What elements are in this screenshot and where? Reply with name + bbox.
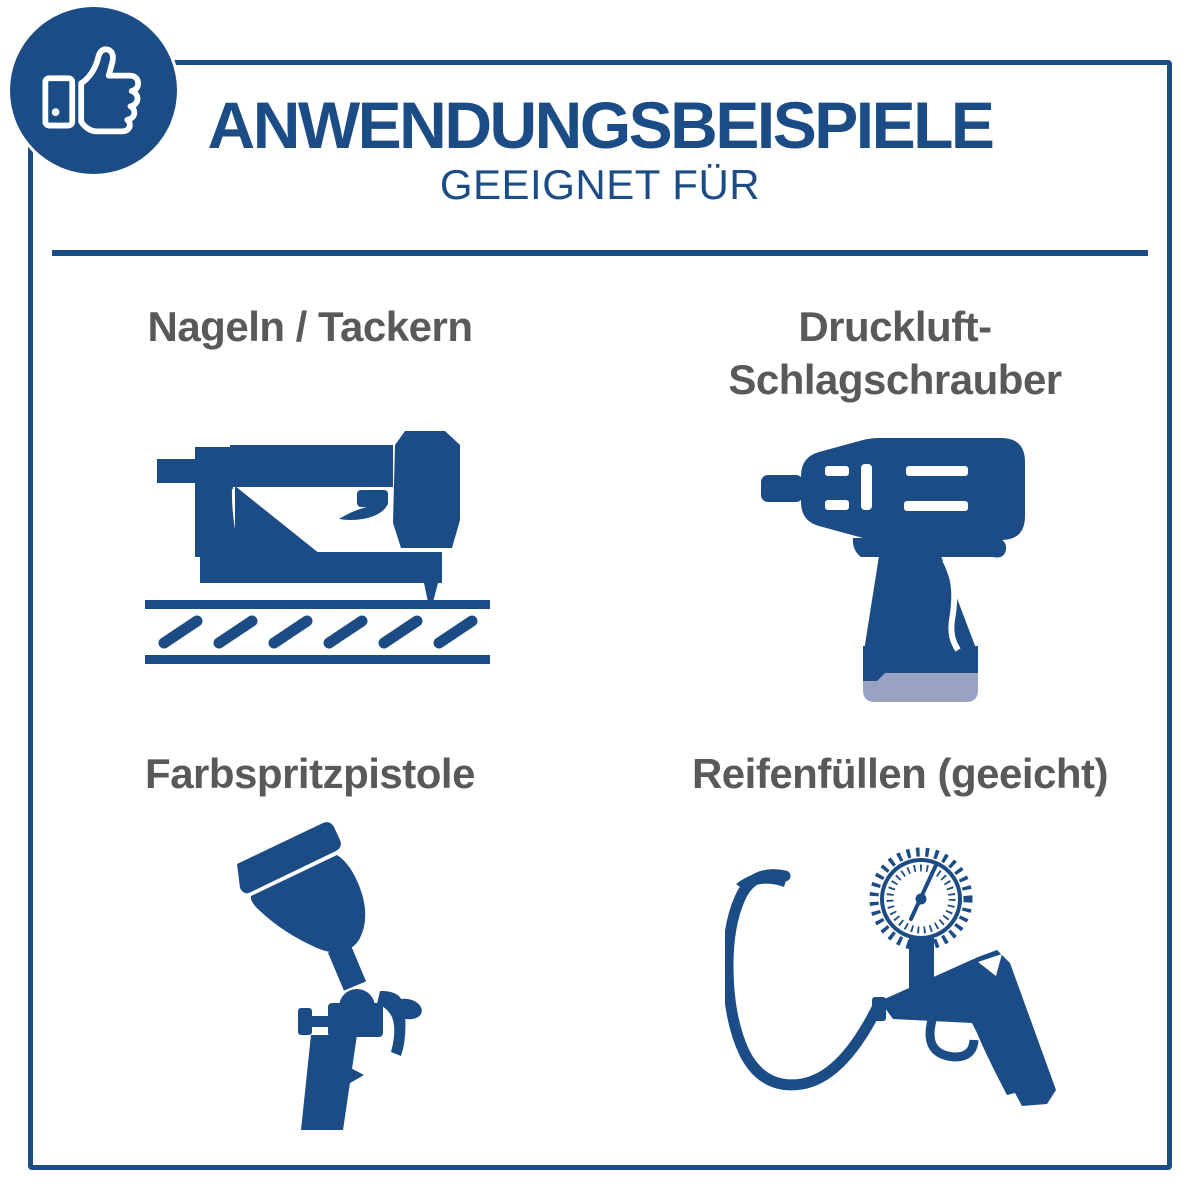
section-label-impact-wrench: Druckluft-Schlagschrauber bbox=[728, 303, 1062, 403]
section-label-tire-inflation: Reifenfüllen (geeicht) bbox=[691, 750, 1109, 797]
title-divider bbox=[52, 250, 1148, 256]
section-label-spray-gun: Farbspritzpistole bbox=[145, 750, 475, 797]
impact-wrench-icon bbox=[753, 430, 1048, 705]
spray-gun-icon bbox=[235, 820, 495, 1145]
page-subtitle: GEEIGNET FÜR bbox=[439, 161, 761, 208]
page-title: ANWENDUNGSBEISPIELE bbox=[207, 88, 993, 162]
nail-gun-icon bbox=[145, 428, 495, 668]
tire-inflator-icon bbox=[725, 843, 1075, 1133]
section-label-nailing: Nageln / Tackern bbox=[147, 303, 473, 350]
